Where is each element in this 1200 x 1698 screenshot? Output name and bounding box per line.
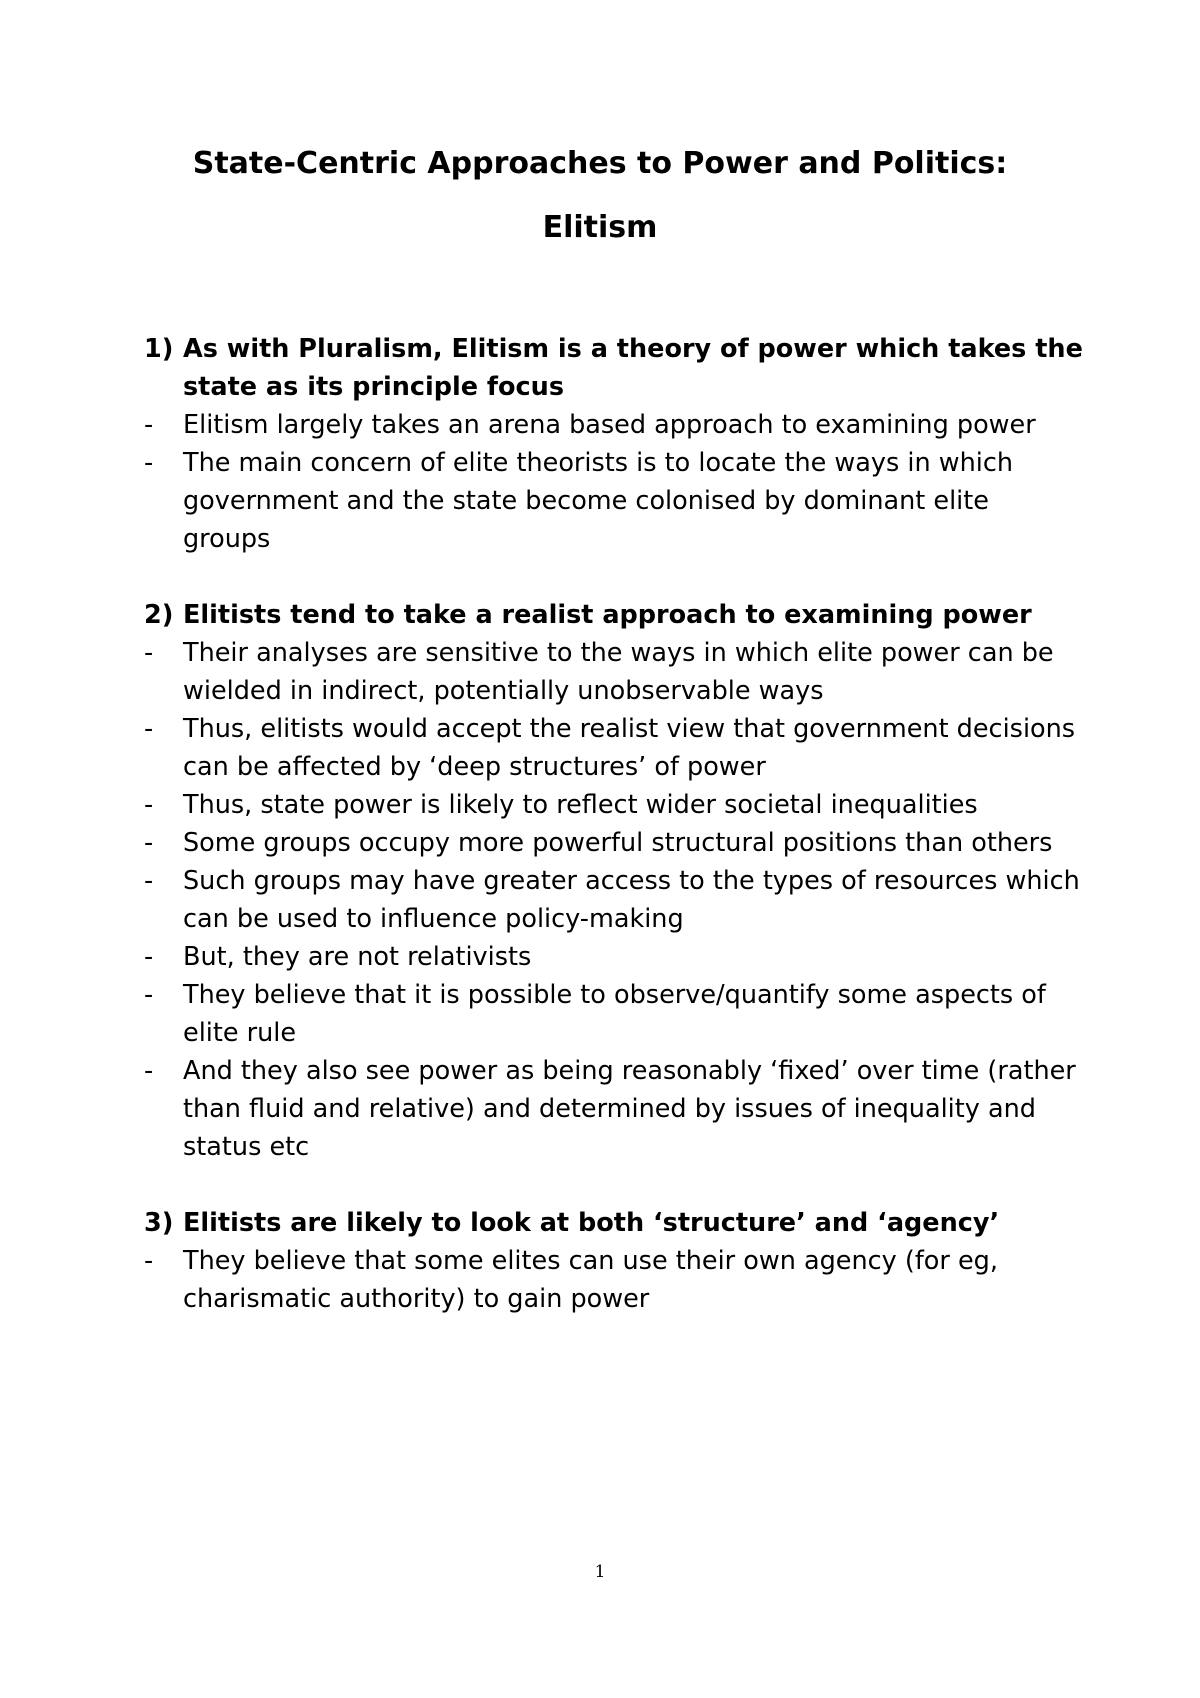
bullet-item bbox=[144, 786, 1084, 824]
page-number: 1 bbox=[594, 1562, 606, 1582]
bullet-text: Elitism largely takes an arena based approach to examining power bbox=[183, 410, 1036, 440]
bullet-text: The main concern of elite theorists is to locate the ways in which government and the state become colonised by dominant elite groups bbox=[183, 448, 1014, 554]
bullet-text: Thus, state power is likely to reflect wider societal inequalities bbox=[183, 790, 978, 820]
bullet-text: Some groups occupy more powerful structural positions than others bbox=[183, 828, 1053, 858]
bullet-item bbox=[144, 824, 1084, 862]
bullet-item bbox=[144, 444, 1084, 558]
section-heading-text: Elitists are likely to look at both ‘structure’ and ‘agency’ bbox=[183, 1208, 1000, 1238]
bullet-marker: - bbox=[144, 1056, 154, 1086]
section-number: 2) bbox=[144, 600, 174, 630]
document-body bbox=[144, 330, 1084, 1318]
section-heading bbox=[144, 596, 1084, 634]
bullet-text: They believe that it is possible to observe/quantify some aspects of elite rule bbox=[183, 980, 1046, 1048]
bullet-list bbox=[144, 1242, 1084, 1318]
bullet-marker: - bbox=[144, 980, 154, 1010]
bullet-item bbox=[144, 1242, 1084, 1318]
bullet-item bbox=[144, 976, 1084, 1052]
bullet-item bbox=[144, 862, 1084, 938]
section-number: 1) bbox=[144, 334, 174, 364]
bullet-text: They believe that some elites can use their own agency (for eg, charismatic authority) to gain power bbox=[183, 1246, 998, 1314]
section-1 bbox=[144, 330, 1084, 558]
bullet-text: And they also see power as being reasonably ‘fixed’ over time (rather than fluid and relative) and determined by issues of inequality and status etc bbox=[183, 1056, 1076, 1162]
bullet-text: Their analyses are sensitive to the ways in which elite power can be wielded in indirect, potentially unobservable ways bbox=[183, 638, 1054, 706]
bullet-marker: - bbox=[144, 942, 154, 972]
bullet-item bbox=[144, 710, 1084, 786]
section-2 bbox=[144, 596, 1084, 1166]
section-number: 3) bbox=[144, 1208, 174, 1238]
bullet-marker: - bbox=[144, 1246, 154, 1276]
bullet-item bbox=[144, 634, 1084, 710]
bullet-text: Thus, elitists would accept the realist view that government decisions can be affected by ‘deep structures’ of power bbox=[183, 714, 1076, 782]
section-heading-text: Elitists tend to take a realist approach to examining power bbox=[183, 600, 1032, 630]
section-3 bbox=[144, 1204, 1084, 1318]
section-heading bbox=[144, 330, 1084, 406]
bullet-text: Such groups may have greater access to the types of resources which can be used to influence policy-making bbox=[183, 866, 1080, 934]
bullet-marker: - bbox=[144, 410, 154, 440]
bullet-list bbox=[144, 634, 1084, 1166]
bullet-text: But, they are not relativists bbox=[183, 942, 532, 972]
bullet-marker: - bbox=[144, 448, 154, 478]
bullet-marker: - bbox=[144, 714, 154, 744]
bullet-item bbox=[144, 406, 1084, 444]
bullet-marker: - bbox=[144, 638, 154, 668]
section-heading bbox=[144, 1204, 1084, 1242]
section-heading-text: As with Pluralism, Elitism is a theory of power which takes the state as its principle focus bbox=[183, 334, 1083, 402]
bullet-item bbox=[144, 1052, 1084, 1166]
document-title: State-Centric Approaches to Power and Politics: bbox=[192, 146, 1008, 181]
bullet-list bbox=[144, 406, 1084, 558]
bullet-marker: - bbox=[144, 790, 154, 820]
bullet-marker: - bbox=[144, 866, 154, 896]
bullet-marker: - bbox=[144, 828, 154, 858]
document-subtitle: Elitism bbox=[542, 210, 658, 245]
bullet-item bbox=[144, 938, 1084, 976]
